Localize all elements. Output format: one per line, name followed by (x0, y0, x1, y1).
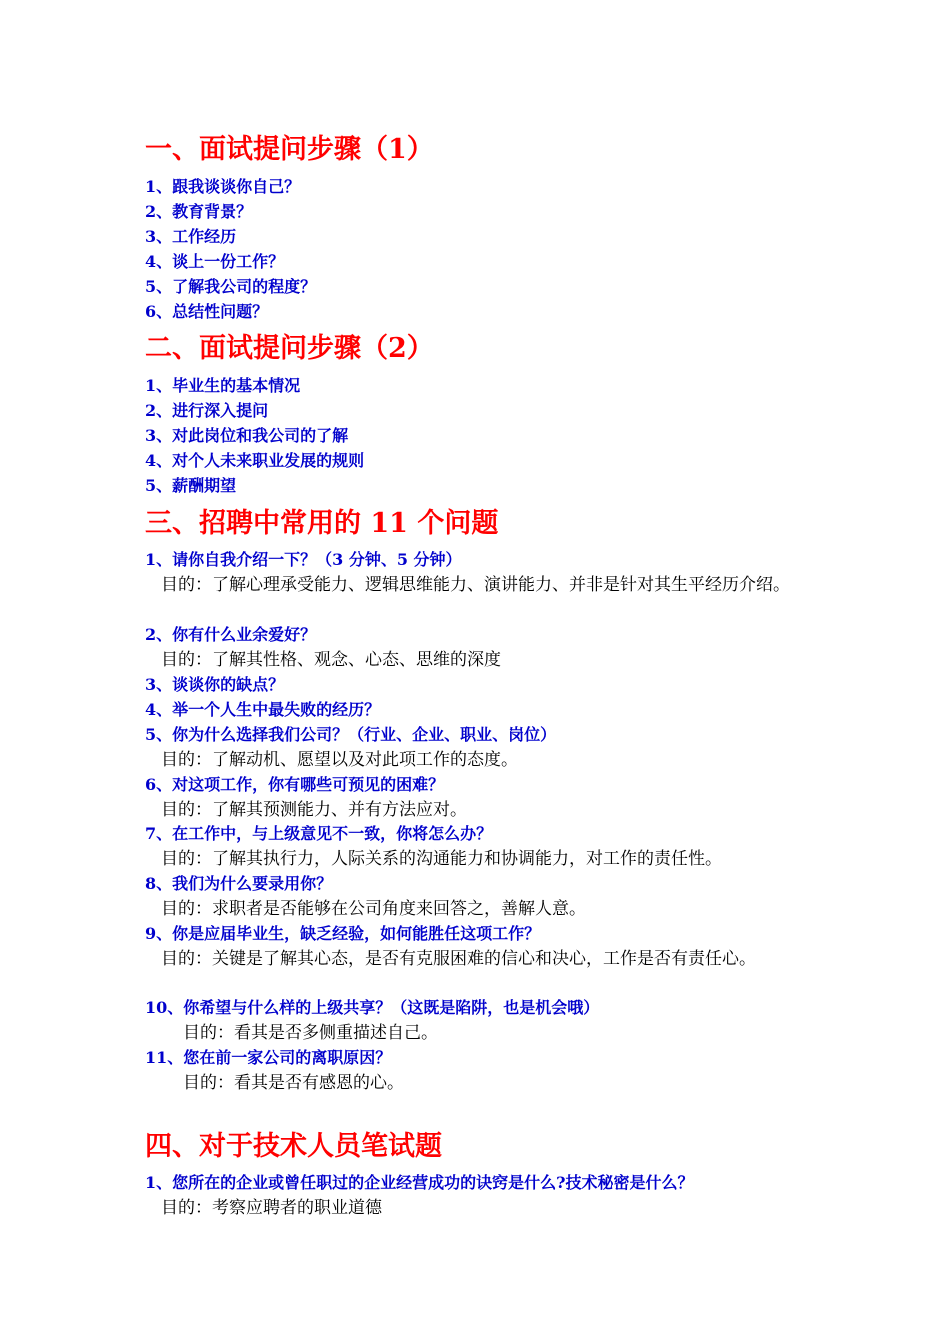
section-1-item-1: 1、跟我谈谈你自己？ (145, 177, 301, 196)
section-3-purpose-1: 目的：了解心理承受能力、逻辑思维能力、演讲能力、并非是针对其生平经历介绍。 (161, 575, 790, 595)
section-1-item-2: 2、教育背景？ (145, 202, 253, 221)
section-2-item-1: 1、毕业生的基本情况 (145, 376, 301, 395)
section-3-question-8: 8、我们为什么要录用你？ (145, 874, 333, 893)
section-3-question-5: 5、你为什么选择我们公司？（行业、企业、职业、岗位） (145, 725, 557, 744)
section-3-purpose-5: 目的：了解动机、愿望以及对此项工作的态度。 (161, 750, 518, 770)
section-3-purpose-10: 目的：看其是否多侧重描述自己。 (183, 1023, 438, 1043)
section-3-question-6: 6、对这项工作，你有哪些可预见的困难？ (145, 775, 445, 794)
section-2-title: 二、面试提问步骤（2） (145, 333, 434, 364)
section-2-item-5: 5、薪酬期望 (145, 476, 237, 495)
section-3-title: 三、招聘中常用的 11 个问题 (145, 508, 499, 539)
section-4-title: 四、对于技术人员笔试题 (145, 1131, 442, 1162)
section-3-question-11: 11、您在前一家公司的离职原因？ (145, 1048, 392, 1067)
section-1-item-4: 4、谈上一份工作？ (145, 252, 285, 271)
section-4-purpose-1: 目的：考察应聘者的职业道德 (161, 1198, 382, 1218)
section-1-item-3: 3、工作经历 (145, 227, 237, 246)
section-3-purpose-9: 目的：关键是了解其心态，是否有克服困难的信心和决心，工作是否有责任心。 (161, 949, 756, 969)
section-3-purpose-11: 目的：看其是否有感恩的心。 (183, 1073, 404, 1093)
section-2-item-4: 4、对个人未来职业发展的规则 (145, 451, 365, 470)
section-1-item-5: 5、了解我公司的程度？ (145, 277, 317, 296)
section-3-purpose-8: 目的：求职者是否能够在公司角度来回答之，善解人意。 (161, 899, 586, 919)
section-3-question-7: 7、在工作中，与上级意见不一致，你将怎么办？ (145, 824, 493, 843)
section-2-item-2: 2、进行深入提问 (145, 401, 269, 420)
section-3-purpose-7: 目的：了解其执行力，人际关系的沟通能力和协调能力，对工作的责任性。 (161, 849, 722, 869)
section-4-question-1: 1、您所在的企业或曾任职过的企业经营成功的诀窍是什么?技术秘密是什么？ (145, 1173, 694, 1192)
section-3-question-9: 9、你是应届毕业生，缺乏经验，如何能胜任这项工作？ (145, 924, 541, 943)
section-3-question-1: 1、请你自我介绍一下？（3 分钟、5 分钟） (145, 550, 462, 569)
section-3-purpose-2: 目的：了解其性格、观念、心态、思维的深度 (161, 650, 501, 670)
section-3-question-10: 10、你希望与什么样的上级共享？（这既是陷阱，也是机会哦） (145, 998, 600, 1017)
section-3-question-2: 2、你有什么业余爱好？ (145, 625, 317, 644)
section-3-question-4: 4、举一个人生中最失败的经历？ (145, 700, 381, 719)
section-1-item-6: 6、总结性问题？ (145, 302, 269, 321)
section-3-purpose-6: 目的：了解其预测能力、并有方法应对。 (161, 800, 467, 820)
section-3-question-3: 3、谈谈你的缺点？ (145, 675, 285, 694)
section-1-title: 一、面试提问步骤（1） (145, 134, 434, 165)
section-2-item-3: 3、对此岗位和我公司的了解 (145, 426, 349, 445)
